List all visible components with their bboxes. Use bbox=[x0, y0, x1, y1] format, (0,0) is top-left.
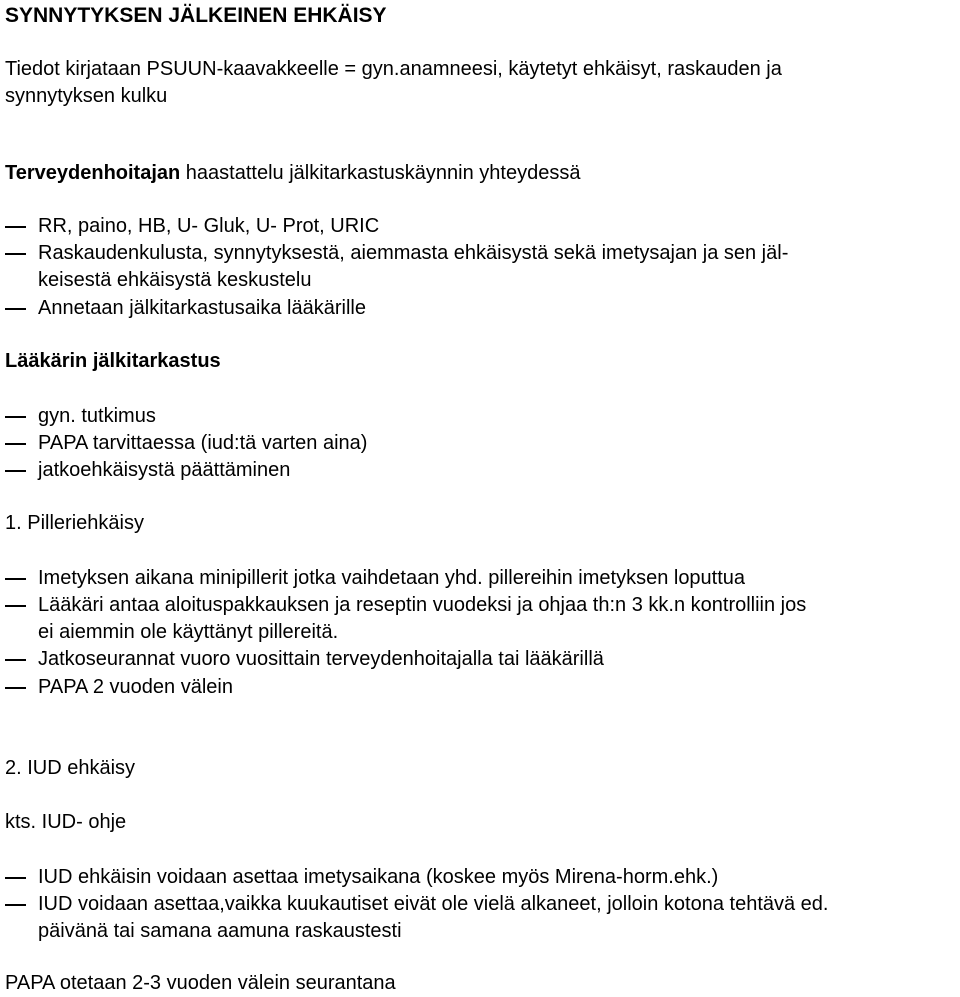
dash-bullet bbox=[5, 457, 26, 484]
dash-bullet bbox=[5, 646, 26, 673]
doctor-section-heading: Lääkärin jälkitarkastus bbox=[5, 350, 221, 372]
footer-note: PAPA otetaan 2-3 vuoden välein seurantana bbox=[5, 972, 396, 994]
dash-bullet bbox=[5, 864, 26, 891]
nurse-item-2-continued: keisestä ehkäisystä keskustelu bbox=[38, 269, 312, 291]
dash-bullet bbox=[5, 403, 26, 430]
dash-bullet bbox=[5, 592, 26, 619]
intro-line-1: Tiedot kirjataan PSUUN-kaavakkeelle = gyn.anamneesi, käytetyt ehkäisyt, raskauden ja bbox=[5, 58, 782, 80]
pill-item-2: Lääkäri antaa aloituspakkauksen ja reseptin vuodeksi ja ohjaa th:n 3 kk.n kontrolliin jos bbox=[38, 594, 807, 616]
iud-item-2: IUD voidaan asettaa,vaikka kuukautiset eivät ole vielä alkaneet, jolloin kotona tehtävä ed. bbox=[38, 893, 829, 915]
nurse-heading-rest: haastattelu jälkitarkastuskäynnin yhteydessä bbox=[180, 162, 581, 184]
document-title: SYNNYTYKSEN JÄLKEINEN EHKÄISY bbox=[5, 4, 387, 27]
pill-item-4: PAPA 2 vuoden välein bbox=[38, 676, 233, 698]
dash-bullet bbox=[5, 430, 26, 457]
doctor-item-3: jatkoehkäisystä päättäminen bbox=[38, 459, 291, 481]
nurse-item-2: Raskaudenkulusta, synnytyksestä, aiemmasta ehkäisystä sekä imetysajan ja sen jäl- bbox=[38, 242, 789, 264]
pill-item-3: Jatkoseurannat vuoro vuosittain terveydenhoitajalla tai lääkärillä bbox=[38, 648, 604, 670]
dash-bullet bbox=[5, 240, 26, 267]
dash-bullet bbox=[5, 674, 26, 701]
iud-item-1: IUD ehkäisin voidaan asettaa imetysaikana (koskee myös Mirena-horm.ehk.) bbox=[38, 866, 719, 888]
pill-item-2-continued: ei aiemmin ole käyttänyt pillereitä. bbox=[38, 621, 339, 643]
nurse-heading-bold: Terveydenhoitajan bbox=[5, 162, 181, 184]
pill-section-heading: 1. Pilleriehkäisy bbox=[5, 512, 144, 534]
intro-line-2: synnytyksen kulku bbox=[5, 85, 168, 107]
doctor-item-2: PAPA tarvittaessa (iud:tä varten aina) bbox=[38, 432, 368, 454]
iud-reference: kts. IUD- ohje bbox=[5, 811, 127, 833]
iud-item-2-continued: päivänä tai samana aamuna raskaustesti bbox=[38, 920, 402, 942]
dash-bullet bbox=[5, 295, 26, 322]
dash-bullet bbox=[5, 891, 26, 918]
pill-item-1: Imetyksen aikana minipillerit jotka vaihdetaan yhd. pillereihin imetyksen loputtua bbox=[38, 567, 746, 589]
dash-bullet bbox=[5, 565, 26, 592]
doctor-item-1: gyn. tutkimus bbox=[38, 405, 156, 427]
dash-bullet bbox=[5, 213, 26, 240]
nurse-item-3: Annetaan jälkitarkastusaika lääkärille bbox=[38, 297, 366, 319]
nurse-section-heading bbox=[5, 160, 580, 187]
nurse-item-1: RR, paino, HB, U- Gluk, U- Prot, URIC bbox=[38, 215, 380, 237]
iud-section-heading: 2. IUD ehkäisy bbox=[5, 757, 136, 779]
